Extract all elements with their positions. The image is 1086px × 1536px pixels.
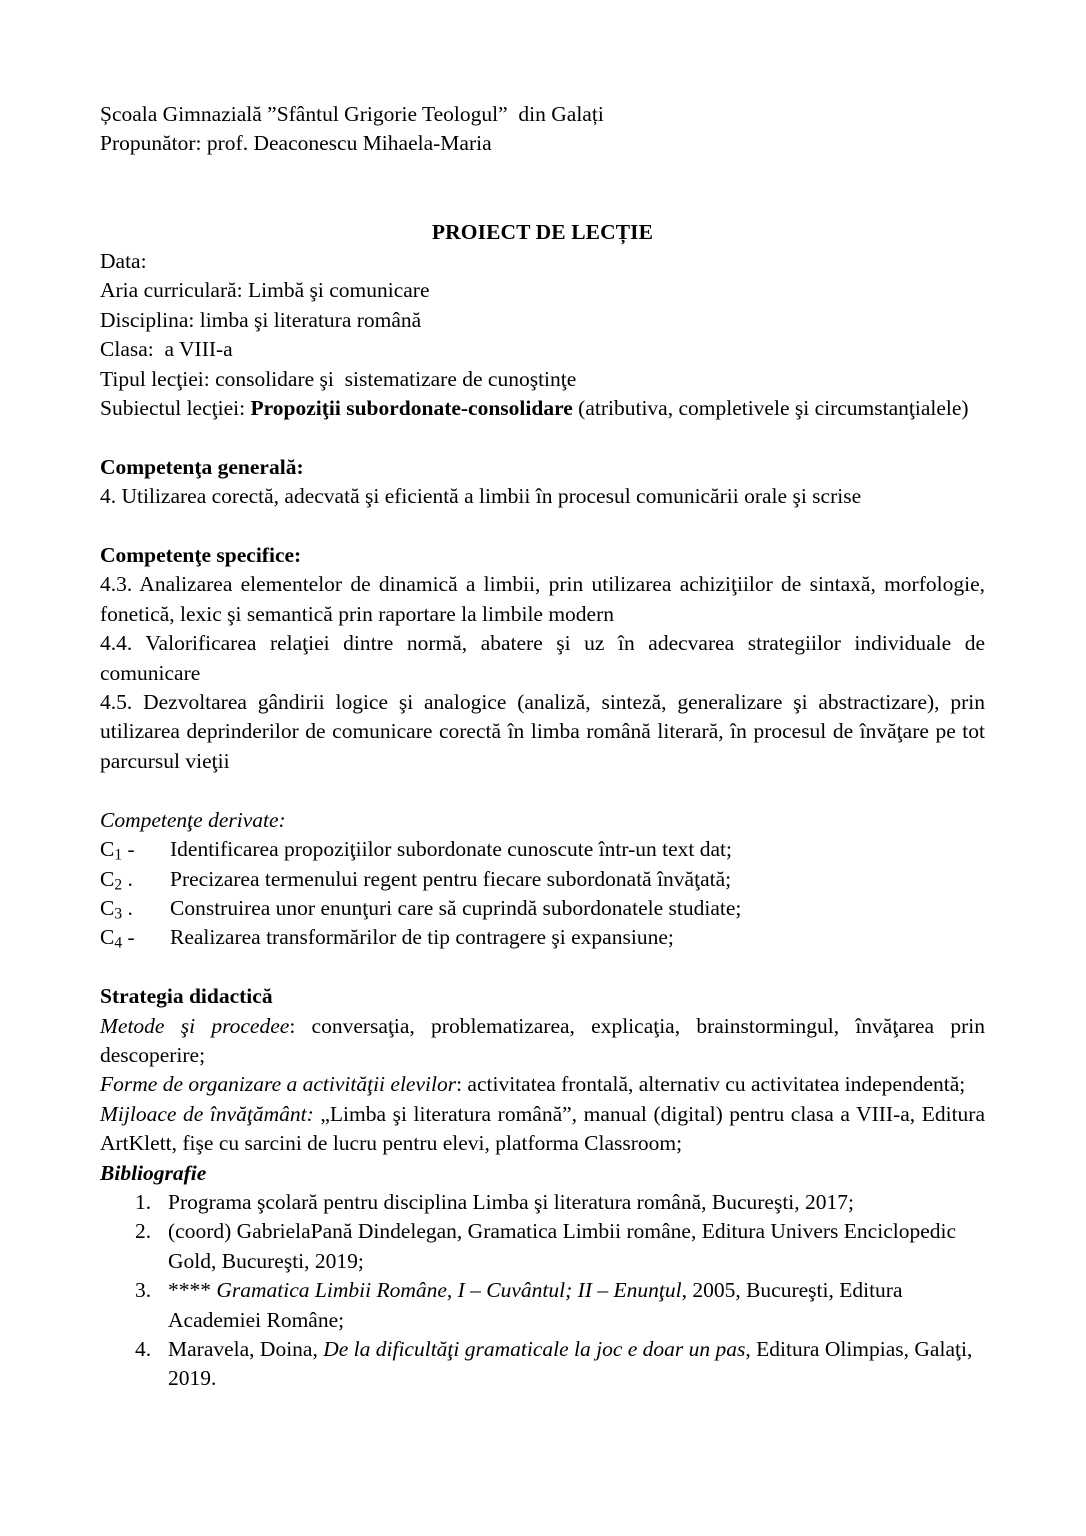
heading-bibliografie: Bibliografie [100,1160,207,1185]
mijloace-label: Mijloace de învăţământ: [100,1101,314,1126]
competenta-derivata-code [100,865,170,894]
gap-before-competente-specifice [100,512,985,541]
competenta-code-index: 3 [114,905,123,923]
teacher-name: Propunător: prof. Deaconescu Mihaela-Maria [100,131,492,156]
competente-derivate-list [100,835,985,953]
competenta-specifica-item: 4.4. Valorificarea relaţiei dintre normă, abatere şi uz în adecvarea strategiilor individuale de comunicare [100,631,985,685]
bibliography-text [168,1217,985,1276]
bibliography-number: 1. [135,1189,152,1214]
competenta-derivata-code [100,835,170,864]
competenta-specifica-item: 4.5. Dezvoltarea gândirii logice şi analogice (analiză, sinteză, generalizare şi abstractizare), prin utilizarea deprinderilor de comunicare corectă în limba română literară, în procesul de învăţare pe tot parcursul vieţii [100,690,985,773]
bibliography-item [100,1335,985,1394]
page-title: PROIECT DE LECȚIE [431,219,654,244]
bib-part-roman: 2005, Bucureşti, Editura Academiei Române; [168,1278,903,1332]
bibliography-list [100,1188,985,1394]
bibliography-item [100,1276,985,1335]
competenta-code-letter: C [100,925,115,950]
metode-text: : conversaţia, problematizarea, explicaţia, brainstormingul, învăţarea prin descoperire; [100,1013,985,1067]
competenta-derivata-row [100,894,985,923]
competenta-code-index: 1 [114,846,123,864]
heading-strategia-didactica: Strategia didactică [100,984,273,1009]
bib-part-roman: , Editura Olimpias, Galaţi, 2019. [168,1336,973,1391]
competenta-derivata-code [100,894,170,923]
bib-part-roman: **** [168,1278,217,1303]
competenta-code-index: 4 [114,934,123,952]
competenta-code-separator: . [122,866,133,891]
competenta-derivata-text: Precizarea termenului regent pentru fiecare subordonată învăţată; [170,866,732,891]
bibliography-number: 3. [135,1278,152,1303]
competenta-generala-text: 4. Utilizarea corectă, adecvată şi eficientă a limbii în procesul comunicării orale şi scrise [100,484,862,509]
gap-before-competenta-generala [100,423,985,452]
bibliography-text [168,1335,985,1394]
competenta-derivata-text: Realizarea transformărilor de tip contragere şi expansiune; [170,925,674,950]
strategia-forme [100,1070,985,1099]
competenta-derivata-text: Construirea unor enunţuri care să cuprindă subordonatele studiate; [170,895,742,920]
meta-clasa: Clasa: a VIII-a [100,337,233,362]
heading-competente-derivate: Competenţe derivate: [100,807,286,832]
competenta-derivata-row [100,835,985,864]
bibliography-number: 2. [135,1219,152,1244]
meta-aria-curriculara: Aria curriculară: Limbă şi comunicare [100,278,430,303]
strategia-metode [100,1012,985,1071]
meta-data: Data: [100,249,147,274]
heading-competente-specifice: Competenţe specifice: [100,543,302,568]
competenta-derivata-row [100,865,985,894]
competenta-derivata-row [100,923,985,952]
bib-part-roman: (coord) GabrielaPană Dindelegan, Gramatica Limbii române, Editura Univers Enciclopedic Gold, Bucureşti, 2019; [168,1219,957,1273]
competenta-code-separator: . [122,895,133,920]
meta-subiectul-lectiei [100,394,985,423]
bib-part-italic: De la dificultăţi gramaticale la joc e doar un pas [323,1336,746,1361]
competenta-code-index: 2 [114,875,123,893]
document-body [100,100,985,1394]
competenta-derivata-code [100,923,170,952]
meta-disciplina: Disciplina: limba şi literatura română [100,307,422,332]
competenta-code-letter: C [100,837,115,862]
bib-part-italic: Gramatica Limbii Române, I – Cuvântul; II – Enunţul, [216,1278,687,1303]
bibliography-item [100,1188,985,1217]
gap-before-competente-derivate [100,776,985,805]
bibliography-number: 4. [135,1336,152,1361]
bib-part-roman: Maravela, Doina, [168,1336,324,1361]
subiect-topic: Propoziţii subordonate-consolidare [250,396,573,421]
competenta-code-letter: C [100,866,115,891]
forme-text: : activitatea frontală, alternativ cu activitatea independentă; [456,1072,966,1097]
bibliography-text [168,1188,985,1217]
header-gap [100,159,985,218]
gap-before-strategia [100,953,985,982]
bib-part-roman: Programa şcolară pentru disciplina Limba şi literatura română, Bucureşti, 2017; [168,1189,855,1214]
subiect-label: Subiectul lecţiei: [100,396,251,421]
school-name: Școala Gimnazială ”Sfântul Grigorie Teologul” din Galați [100,102,604,126]
metode-label: Metode şi procedee [100,1013,290,1038]
heading-competenta-generala: Competenţa generală: [100,454,304,479]
subiect-detail: (atributiva, completivele şi circumstanţialele) [572,396,969,421]
strategia-mijloace [100,1100,985,1159]
mijloace-text: „Limba şi literatura română”, manual (digital) pentru clasa a VIII-a, Editura ArtKlett, fişe cu sarcini de lucru pentru elevi, platforma Classroom; [100,1101,986,1156]
competenta-specifica-item: 4.3. Analizarea elementelor de dinamică a limbii, prin utilizarea achiziţiilor de sintaxă, morfologie, fonetică, lexic şi semantică prin raportare la limbile modern [100,572,985,626]
competenta-code-separator: - [122,837,135,862]
meta-tipul-lectiei: Tipul lecţiei: consolidare şi sistematizare de cunoştinţe [100,366,577,391]
forme-label: Forme de organizare a activităţii elevilor [100,1072,457,1097]
bibliography-item [100,1217,985,1276]
competenta-code-letter: C [100,895,115,920]
bibliography-text [168,1276,985,1335]
competenta-derivata-text: Identificarea propoziţiilor subordonate cunoscute într-un text dat; [170,837,732,862]
competenta-code-separator: - [122,925,135,950]
